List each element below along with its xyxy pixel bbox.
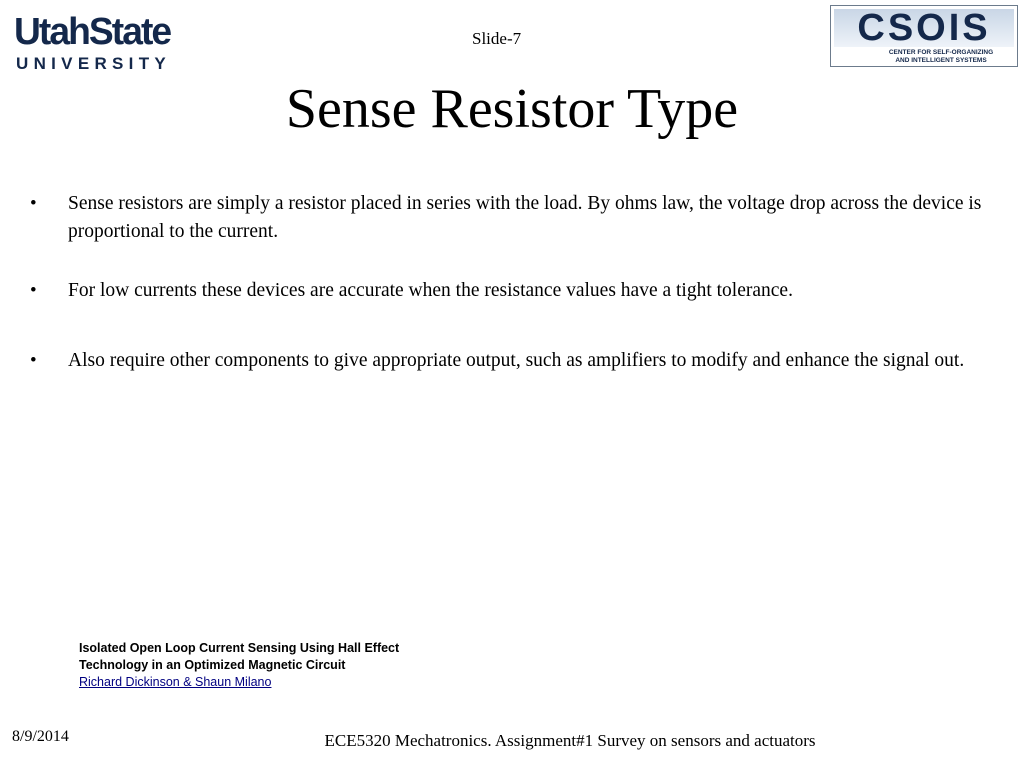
footer-text: ECE5320 Mechatronics. Assignment#1 Survey on sensors and actuators [324, 731, 816, 750]
csois-logo-subtitle [867, 49, 1015, 65]
bullet-marker: • [30, 280, 37, 301]
csois-logo-wordmark: CSOIS [857, 7, 991, 49]
footer-date: 8/9/2014 [12, 728, 69, 745]
bullet-text: Sense resistors are simply a resistor placed in series with the load. By ohms law, the voltage drop across the device is proportional to the current. [68, 193, 982, 242]
usu-logo-subtitle: UNIVERSITY [16, 54, 172, 73]
reference-title-line2: Technology in an Optimized Magnetic Circuit [79, 658, 346, 672]
reference-title-line1: Isolated Open Loop Current Sensing Using Hall Effect [79, 641, 400, 655]
csois-logo-subtitle-line2: AND INTELLIGENT SYSTEMS [895, 57, 987, 64]
bullet-marker: • [30, 350, 37, 371]
reference-authors-link[interactable]: Richard Dickinson & Shaun Milano [79, 675, 272, 689]
bullet-text: Also require other components to give appropriate output, such as amplifiers to modify and enhance the signal out. [68, 350, 965, 371]
usu-logo-wordmark: UtahState [14, 11, 171, 53]
bullet-marker: • [30, 193, 37, 214]
csois-logo [830, 5, 1018, 67]
utah-state-university-logo [14, 12, 200, 72]
slide-number: Slide-7 [472, 29, 522, 48]
bullet-text: For low currents these devices are accurate when the resistance values have a tight tolerance. [68, 280, 793, 301]
csois-logo-subtitle-line1: CENTER FOR SELF-ORGANIZING [888, 49, 994, 56]
slide-title: Sense Resistor Type [285, 78, 739, 140]
reference-citation [79, 640, 499, 691]
